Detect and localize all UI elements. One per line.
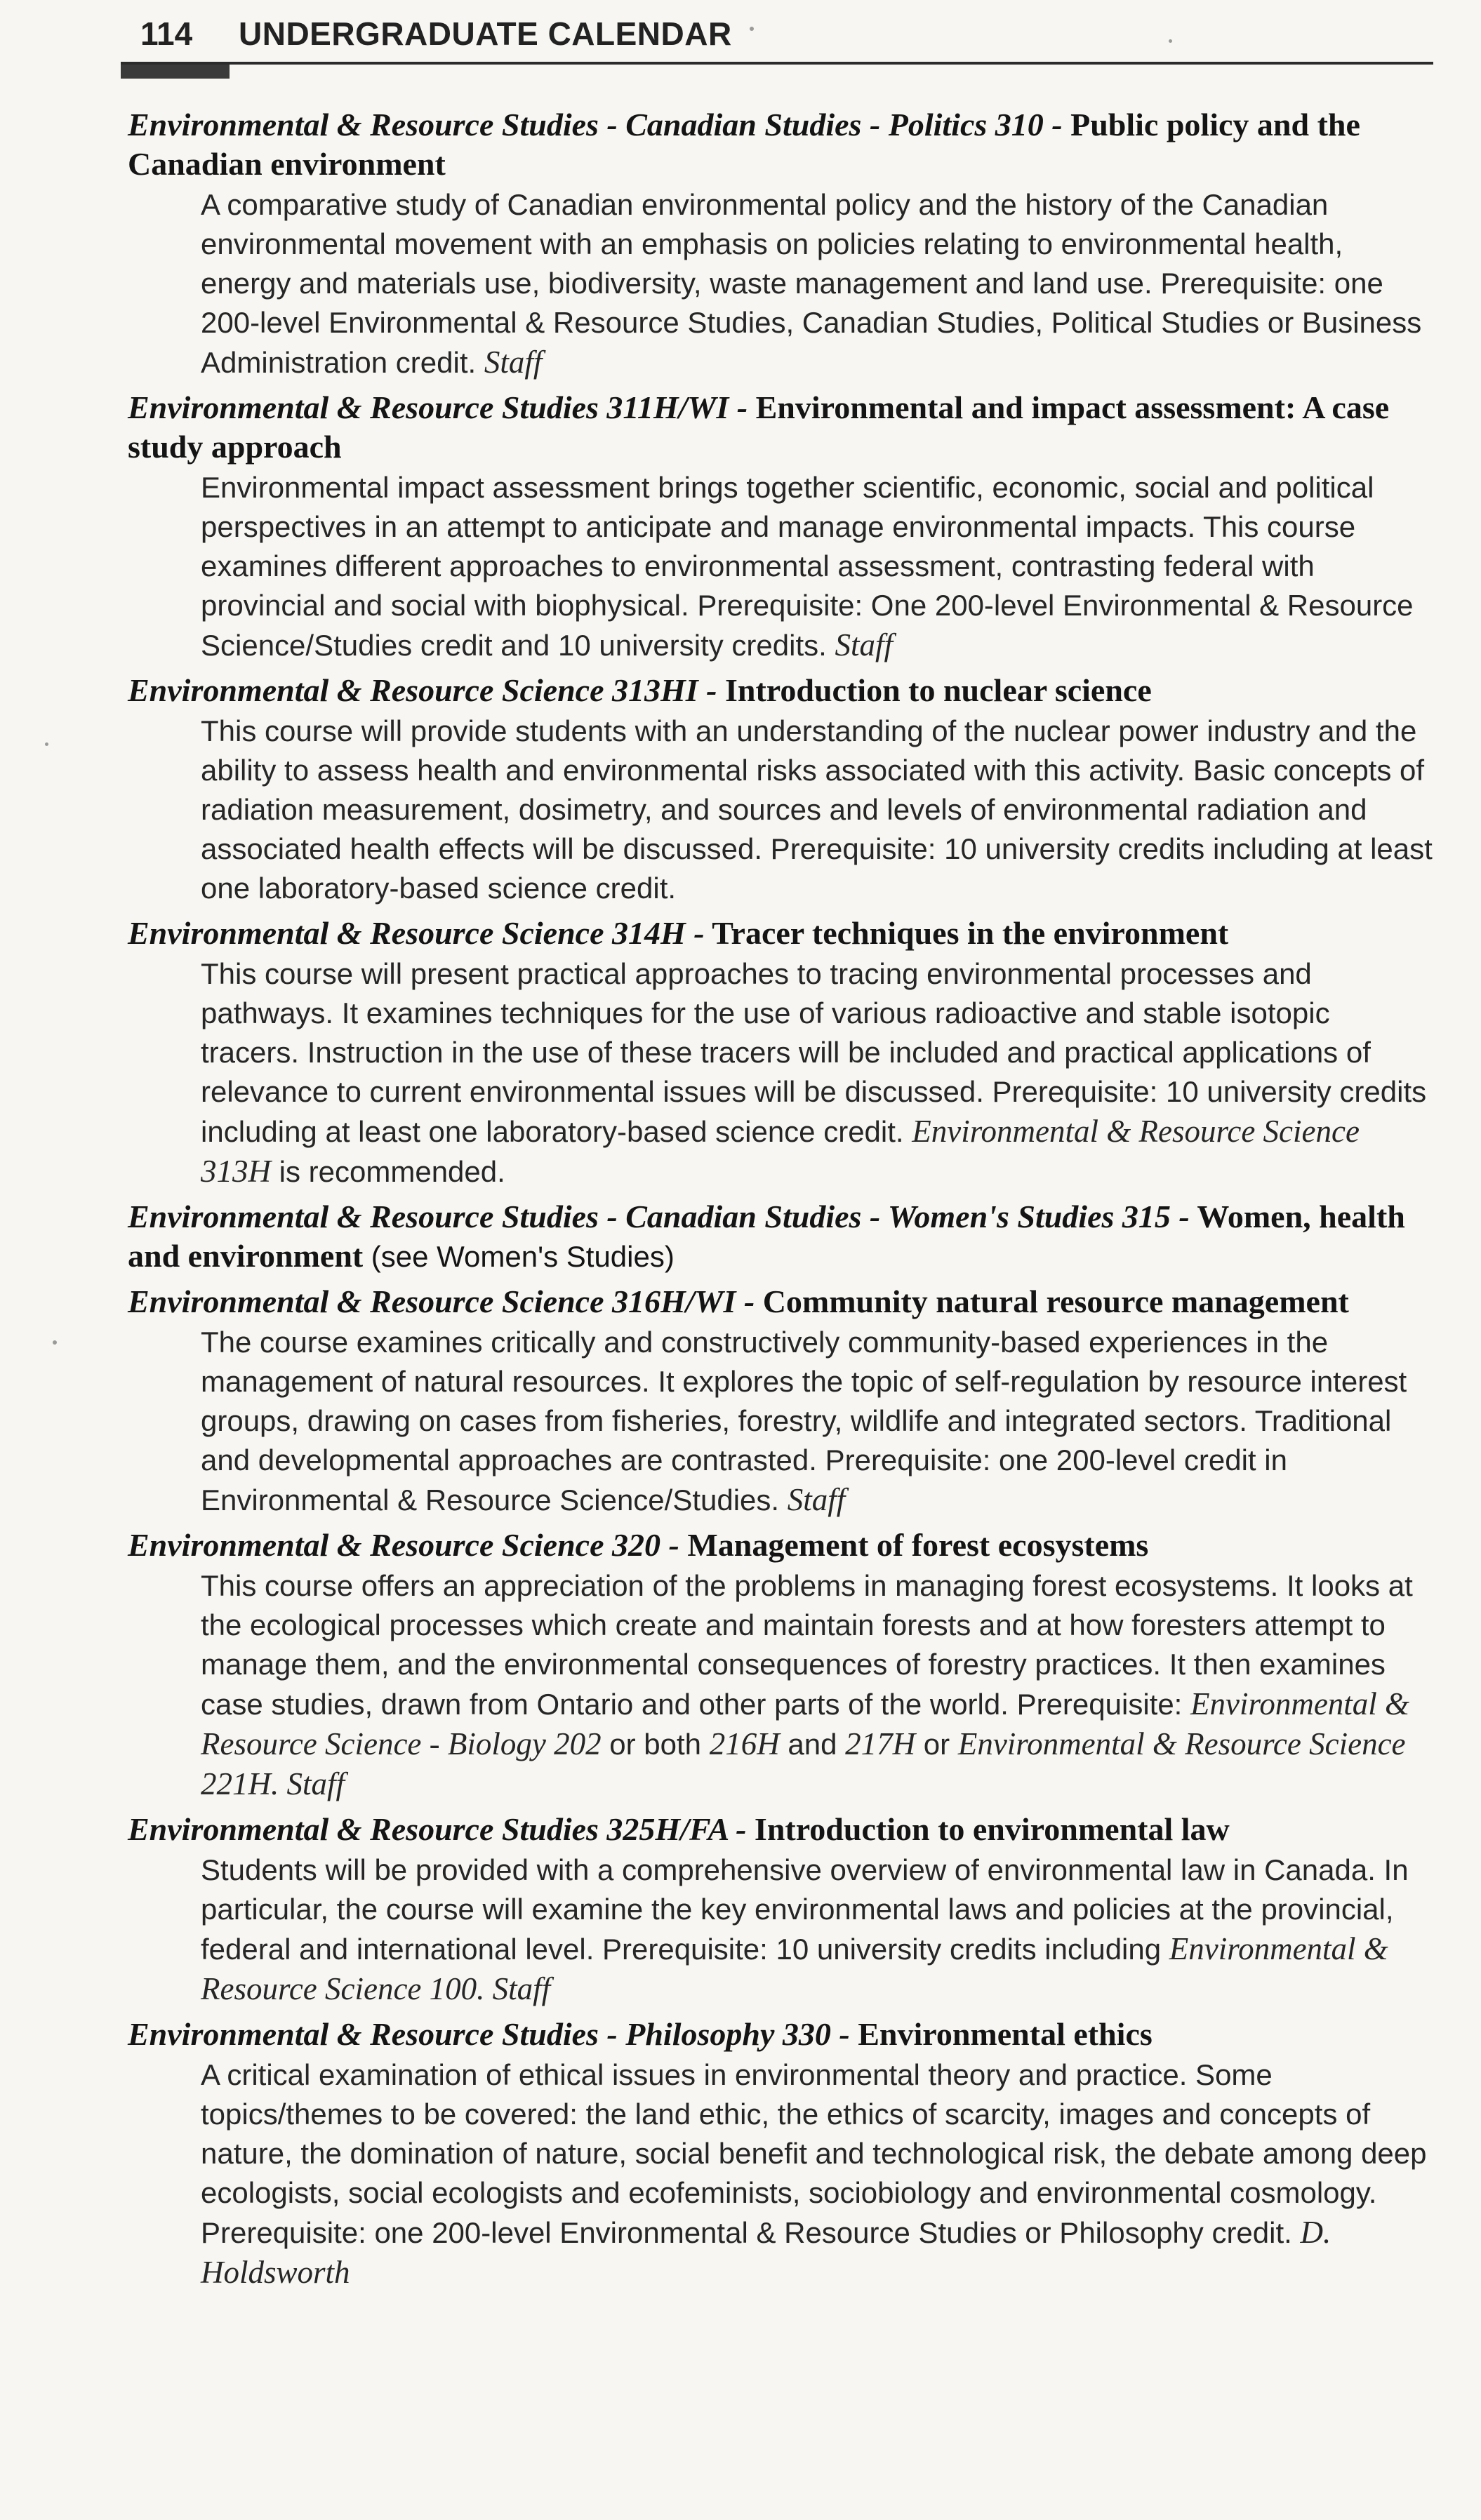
course-heading bbox=[128, 1810, 1433, 1849]
italic-reference: 217H bbox=[845, 1726, 916, 1761]
description-text: A critical examination of ethical issues in environmental theory and practice. Some topics/themes to be covered: the land ethic, the ethics of scarcity, images and concepts of nature, the domination of nature, social benefit and technological risk, the debate among deep ecologists, social ecologists and ecofeminists, sociobiology and environmental cosmology. Prerequisite: one 200-level Environmental & Resource Studies or Philosophy credit. bbox=[201, 2058, 1427, 2249]
course-title: Public policy and the Canadian environment bbox=[128, 107, 1360, 182]
description-text: or bbox=[915, 1728, 958, 1761]
course-title: Environmental and impact assessment: A case study approach bbox=[128, 389, 1390, 465]
course-title: Environmental ethics bbox=[858, 2016, 1153, 2052]
course-title: Tracer techniques in the environment bbox=[712, 915, 1229, 951]
italic-reference: Environmental & Resource Science 313H bbox=[201, 1114, 1360, 1189]
course-code: Environmental & Resource Science 320 - bbox=[128, 1527, 679, 1563]
course-code: Environmental & Resource Studies - Philosophy 330 - bbox=[128, 2016, 850, 2052]
course-entry bbox=[128, 1197, 1433, 1276]
italic-reference: Staff bbox=[787, 1482, 846, 1517]
course-entry bbox=[128, 1282, 1433, 1520]
description-text: Students will be provided with a comprehensive overview of environmental law in Canada. In particular, the course will examine the key environmental laws and policies at the provincial, federal and international level. Prerequisite: 10 university credits including bbox=[201, 1853, 1409, 1966]
course-title: Management of forest ecosystems bbox=[687, 1527, 1149, 1563]
course-list bbox=[128, 105, 1433, 2298]
course-entry bbox=[128, 671, 1433, 908]
course-description bbox=[201, 2055, 1433, 2293]
course-heading bbox=[128, 671, 1433, 710]
course-description bbox=[201, 712, 1433, 908]
scan-speck bbox=[750, 27, 754, 31]
course-code: Environmental & Resource Studies - Canadian Studies - Politics 310 - bbox=[128, 107, 1063, 142]
page-header bbox=[140, 13, 1432, 55]
italic-reference: Environmental & Resource Science 221H. Staff bbox=[201, 1726, 1406, 1801]
italic-reference: Staff bbox=[835, 627, 893, 662]
italic-reference: D. Holdsworth bbox=[201, 2215, 1331, 2290]
italic-reference: 216H bbox=[709, 1726, 780, 1761]
description-text: Environmental impact assessment brings together scientific, economic, social and political perspectives in an attempt to anticipate and manage environmental impacts. This course examines different approaches to environmental assessment, contrasting federal with provincial and social with biophysical. Prerequisite: One 200-level Environmental & Resource Science/Studies credit and 10 university credits. bbox=[201, 471, 1414, 662]
course-code: Environmental & Resource Science 314H - bbox=[128, 915, 705, 951]
course-description bbox=[201, 1323, 1433, 1520]
course-heading bbox=[128, 105, 1433, 184]
course-code: Environmental & Resource Studies 325H/FA - bbox=[128, 1811, 747, 1847]
course-heading bbox=[128, 1197, 1433, 1276]
course-title: Women, health and environment bbox=[128, 1199, 1405, 1274]
course-title: Introduction to nuclear science bbox=[725, 672, 1152, 708]
scan-speck bbox=[1169, 39, 1172, 43]
description-text: A comparative study of Canadian environmental policy and the history of the Canadian environmental movement with an emphasis on policies relating to environmental health, energy and materials use, biodiversity, waste management and land use. Prerequisite: one 200-level Environmental & Resource Studies, Canadian Studies, Political Studies or Business Administration credit. bbox=[201, 188, 1422, 379]
course-code: Environmental & Resource Studies 311H/WI - bbox=[128, 389, 748, 425]
course-description bbox=[201, 468, 1433, 665]
description-text: The course examines critically and constructively community-based experiences in the management of natural resources. It explores the topic of self-regulation by resource interest groups, drawing on cases from fisheries, forestry, wildlife and integrated sectors. Traditional and developmental approaches are contrasted. Prerequisite: one 200-level credit in Environmental & Resource Science/Studies. bbox=[201, 1326, 1407, 1516]
course-description bbox=[201, 954, 1433, 1192]
course-heading bbox=[128, 1282, 1433, 1321]
course-heading bbox=[128, 1526, 1433, 1565]
running-title: UNDERGRADUATE CALENDAR bbox=[239, 15, 732, 52]
course-entry bbox=[128, 388, 1433, 665]
italic-reference: Staff bbox=[484, 345, 543, 380]
course-entry bbox=[128, 1526, 1433, 1804]
scan-speck bbox=[45, 742, 48, 746]
course-code: Environmental & Resource Studies - Canadian Studies - Women's Studies 315 - bbox=[128, 1199, 1190, 1234]
description-text: is recommended. bbox=[271, 1155, 505, 1188]
course-entry bbox=[128, 914, 1433, 1192]
course-title: Introduction to environmental law bbox=[754, 1811, 1230, 1847]
italic-reference: Environmental & Resource Science - Biology 202 bbox=[201, 1686, 1410, 1761]
course-entry bbox=[128, 105, 1433, 382]
description-text: and bbox=[779, 1728, 846, 1761]
description-text: This course will present practical approaches to tracing environmental processes and pathways. It examines techniques for the use of various radioactive and stable isotopic tracers. Instruction in the use of these tracers will be included and practical applications of relevance to current environmental issues will be discussed. Prerequisite: 10 university credits including at least one laboratory-based science credit. bbox=[201, 957, 1427, 1148]
description-text: This course will provide students with an understanding of the nuclear power industry and the ability to assess health and environmental risks associated with this activity. Basic concepts of radiation measurement, dosimetry, and sources and levels of environmental radiation and associated health effects will be discussed. Prerequisite: 10 university credits including at least one laboratory-based science credit. bbox=[201, 714, 1433, 905]
course-entry bbox=[128, 1810, 1433, 2009]
italic-reference: Environmental & Resource Science 100. Staff bbox=[201, 1931, 1388, 2006]
course-heading bbox=[128, 2015, 1433, 2054]
course-description bbox=[201, 1566, 1433, 1804]
description-text: This course offers an appreciation of the problems in managing forest ecosystems. It looks at the ecological processes which create and maintain forests and at how foresters attempt to manage them, and the environmental consequences of forestry practices. It then examines case studies, drawn from Ontario and other parts of the world. Prerequisite: bbox=[201, 1569, 1413, 1721]
page-number: 114 bbox=[140, 15, 193, 52]
course-description bbox=[201, 185, 1433, 382]
scan-speck bbox=[53, 1340, 57, 1345]
course-description bbox=[201, 1851, 1433, 2009]
course-code: Environmental & Resource Science 313HI - bbox=[128, 672, 717, 708]
course-heading bbox=[128, 388, 1433, 467]
course-title: Community natural resource management bbox=[762, 1284, 1349, 1319]
header-rule bbox=[121, 62, 1433, 65]
course-code: Environmental & Resource Science 316H/WI - bbox=[128, 1284, 755, 1319]
description-text: or both bbox=[601, 1728, 710, 1761]
course-entry bbox=[128, 2015, 1433, 2293]
header-tab-mark bbox=[121, 65, 230, 79]
course-heading bbox=[128, 914, 1433, 953]
cross-reference: (see Women's Studies) bbox=[371, 1240, 675, 1273]
